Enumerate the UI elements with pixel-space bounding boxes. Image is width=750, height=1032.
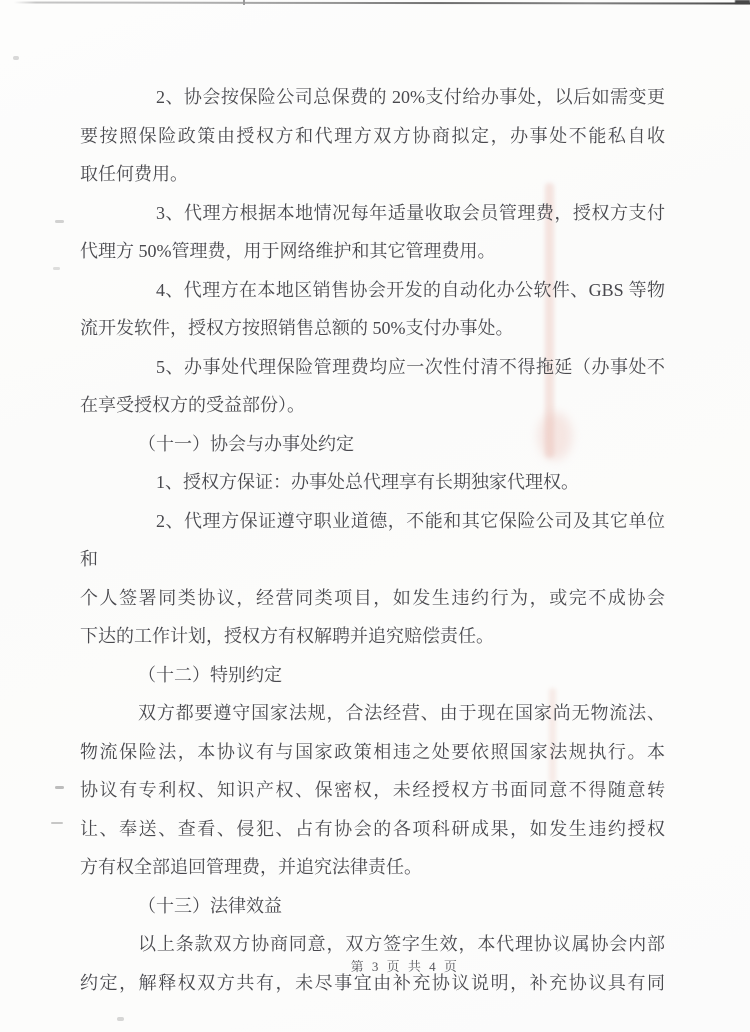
text-line: 物流保险法，本协议有与国家政策相违之处要依照国家法规执行。本	[80, 741, 665, 762]
scan-speck	[13, 56, 19, 60]
text-line: 协议有专利权、知识产权、保密权，未经授权方书面同意不得随意转	[80, 780, 665, 800]
scan-speck	[117, 1017, 124, 1021]
text-line: 流开发软件，授权方按照销售总额的 50%支付办事处。	[80, 318, 514, 338]
section-heading: （十二）特别约定	[138, 664, 282, 685]
text-line: 下达的工作计划，授权方有权解聘并追究赔偿责任。	[80, 626, 494, 646]
text-line: 取任何费用。	[80, 164, 188, 184]
text-line: 让、奉送、查看、侵犯、占有协会的各项科研成果，如发生违约授权	[80, 818, 665, 839]
text-line: 要按照保险政策由授权方和代理方双方协商拟定，办事处不能私自收	[80, 125, 665, 146]
scan-speck	[53, 267, 60, 270]
text-line: 双方都要遵守国家法规，合法经营、由于现在国家尚无物流法、	[138, 703, 665, 723]
text-line: 方有权全部追回管理费，并追究法律责任。	[80, 857, 422, 877]
text-line: 5、办事处代理保险管理费均应一次性付清不得拖延（办事处不	[156, 356, 665, 377]
document-body	[80, 78, 665, 1002]
text-line: 1、授权方保证：办事处总代理享有长期独家代理权。	[156, 472, 579, 492]
text-line: 以上条款双方协商同意，双方签字生效，本代理协议属协会内部	[138, 934, 665, 954]
text-line: 在享受授权方的受益部份）。	[80, 395, 305, 415]
section-heading: （十一）协会与办事处约定	[138, 433, 354, 454]
text-line: 2、协会按保险公司总保费的 20%支付给办事处，以后如需变更	[156, 87, 665, 107]
scan-speck	[55, 786, 64, 789]
text-line: 个人签署同类协议，经营同类项目，如发生违约行为，或完不成协会	[80, 587, 665, 608]
text-line: 4、代理方在本地区销售协会开发的自动化办公软件、GBS 等物	[156, 279, 665, 300]
scan-speck	[55, 220, 64, 223]
scan-corner-artifact	[735, 0, 750, 4]
scan-speck	[51, 822, 63, 824]
scan-edge-tick	[243, 0, 245, 5]
text-line: 约定，解释权双方共有，未尽事宜由补充协议说明，补充协议具有同	[80, 972, 665, 993]
section-heading: （十三）法律效益	[138, 895, 282, 916]
text-line: 2、代理方保证遵守职业道德，不能和其它保险公司及其它单位和	[80, 510, 665, 569]
text-line: 3、代理方根据本地情况每年适量收取会员管理费，授权方支付	[156, 202, 665, 223]
text-line: 代理方 50%管理费，用于网络维护和其它管理费用。	[80, 241, 496, 261]
scan-edge-line	[14, 1, 750, 4]
page-footer: 第 3 页 共 4 页	[350, 959, 460, 974]
